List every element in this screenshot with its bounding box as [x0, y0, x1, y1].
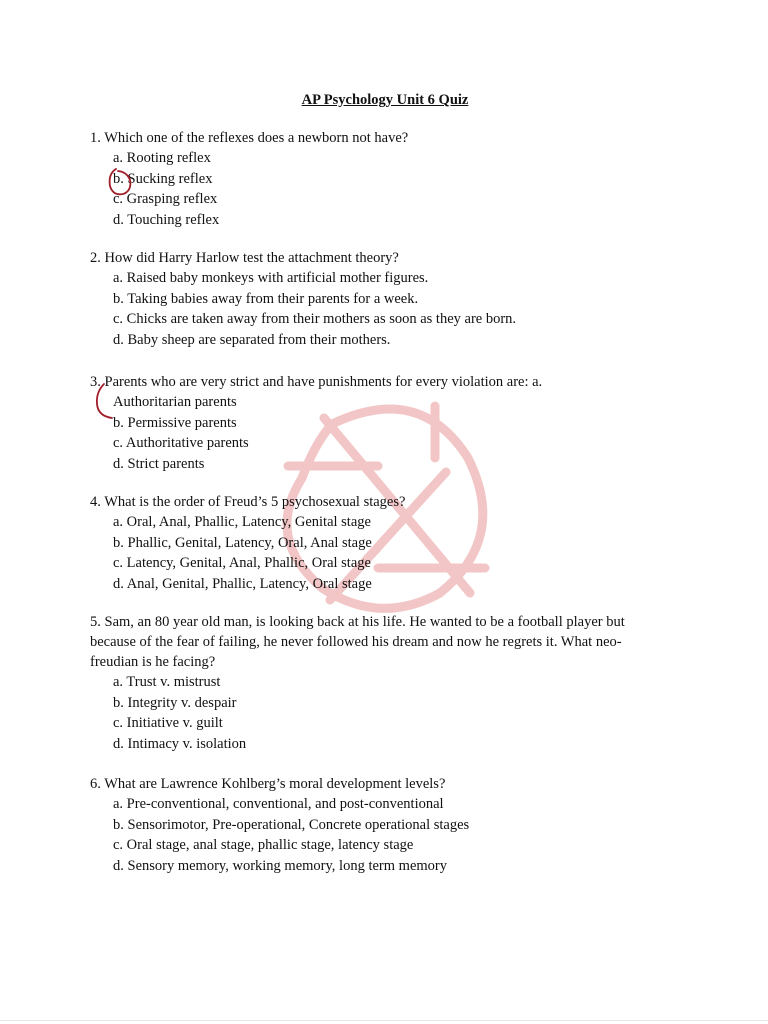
question-4-options — [90, 512, 650, 595]
option-2d: d. Baby sheep are separated from their mothers. — [113, 332, 391, 349]
option-4d: d. Anal, Genital, Phallic, Latency, Oral stage — [113, 576, 372, 593]
question-2-options — [90, 268, 650, 351]
option-2c: c. Chicks are taken away from their mothers as soon as they are born. — [113, 311, 517, 328]
option-6a: a. Pre-conventional, conventional, and post-conventional — [113, 796, 444, 812]
question-6 — [90, 774, 650, 877]
page-bottom-divider — [0, 1020, 768, 1021]
question-2 — [90, 248, 650, 351]
page-title: AP Psychology Unit 6 Quiz — [301, 92, 469, 108]
question-4-text: 4. What is the order of Freud’s 5 psychosexual stages? — [90, 494, 406, 510]
question-1 — [90, 128, 650, 231]
question-1-options — [90, 148, 650, 231]
question-3-text: 3. Parents who are very strict and have punishments for every violation are: a. — [90, 374, 543, 390]
question-5 — [90, 612, 650, 755]
option-1b: b. Sucking reflex — [113, 170, 213, 187]
question-6-text: 6. What are Lawrence Kohlberg’s moral development levels? — [90, 776, 446, 792]
option-6b: b. Sensorimotor, Pre-operational, Concrete operational stages — [113, 816, 470, 833]
option-3c: c. Authoritative parents — [113, 435, 249, 452]
option-4a: a. Oral, Anal, Phallic, Latency, Genital stage — [113, 514, 371, 530]
option-6c: c. Oral stage, anal stage, phallic stage, latency stage — [113, 837, 414, 854]
question-4 — [90, 492, 650, 595]
option-4b: b. Phallic, Genital, Latency, Oral, Anal stage — [113, 534, 372, 551]
option-3d: d. Strict parents — [113, 456, 205, 473]
option-2b: b. Taking babies away from their parents for a week. — [113, 290, 419, 307]
option-1a: a. Rooting reflex — [113, 150, 211, 166]
option-5d: d. Intimacy v. isolation — [113, 736, 247, 753]
question-2-text: 2. How did Harry Harlow test the attachment theory? — [90, 250, 399, 266]
question-3-options — [90, 392, 650, 475]
question-5-text: 5. Sam, an 80 year old man, is looking back at his life. He wanted to be a football player but because of the fear of failing, he never followed his dream and now he regrets it. What neo-freudian is he facing? — [90, 614, 625, 670]
question-1-text: 1. Which one of the reflexes does a newborn not have? — [90, 130, 409, 146]
question-3 — [90, 372, 650, 475]
option-3a: Authoritarian parents — [113, 394, 237, 410]
option-5a: a. Trust v. mistrust — [113, 674, 221, 690]
question-5-options — [90, 672, 650, 755]
option-5c: c. Initiative v. guilt — [113, 715, 223, 732]
option-3b: b. Permissive parents — [113, 414, 237, 431]
option-2a: a. Raised baby monkeys with artificial mother figures. — [113, 270, 429, 286]
option-4c: c. Latency, Genital, Anal, Phallic, Oral stage — [113, 555, 371, 572]
option-6d: d. Sensory memory, working memory, long term memory — [113, 858, 447, 875]
option-5b: b. Integrity v. despair — [113, 694, 237, 711]
option-1d: d. Touching reflex — [113, 212, 220, 229]
question-6-options — [90, 794, 650, 877]
option-1c: c. Grasping reflex — [113, 191, 218, 208]
